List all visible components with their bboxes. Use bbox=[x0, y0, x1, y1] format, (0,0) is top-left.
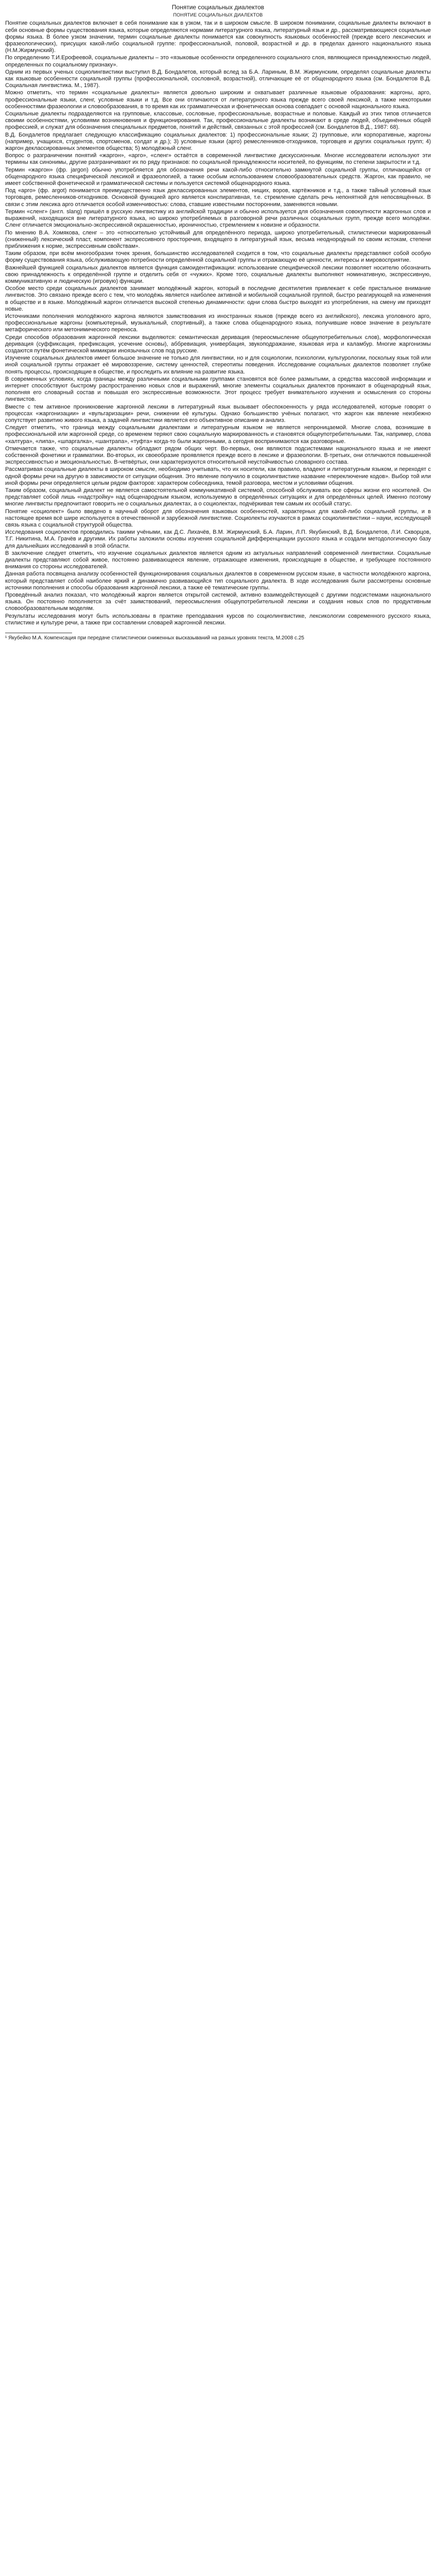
document bbox=[0, 0, 436, 649]
page-title: Понятие социальных диалектов bbox=[171, 4, 265, 11]
paragraph: Под «арго» (фр. argot) понимается преимущественно язык деклассированных элементов, нищих, воров, картёжников и т.д., а также тайный условный язык торговцев, ремесленников-отходников. Основной функцией арго является конспиративная, т.е. стремление сделать речь непонятной для непосвящённых. В связи с этим лексика арго отличается особой изменчивостью: слова, ставшие известными посторонним, заменяются новыми. bbox=[5, 188, 431, 208]
paragraph: Одним из первых ученых социолингвистики выступил В.Д. Бондалетов, который вслед за Б.А. Лариным, В.М. Жирмунским, определял социальные диалекты как языковые особенности социальной группы (профессиональной, сословной, возрастной), отличающие её от общенародного языка (см. Бондалетов В.Д. Социальная лингвистика. М., 1987). bbox=[5, 69, 431, 89]
paragraph: Вопрос о разграничении понятий «жаргон», «арго», «сленг» остаётся в современной лингвистике дискуссионным. Многие исследователи используют эти термины как синонимы, другие разграничивают их по ряду признаков: по социальной принадлежности носителей, по функциям, по степени закрытости и т.д. bbox=[5, 152, 431, 166]
paragraph: Особое место среди социальных диалектов занимает молодёжный жаргон, который в последние десятилетия привлекает к себе пристальное внимание лингвистов. Это связано прежде всего с тем, что молодёжь является наиболее активной и мобильной социальной группой, быстро реагирующей на изменения в обществе и в языке. Молодёжный жаргон отличается высокой степенью динамичности: одни слова быстро выходят из употребления, на смену им приходят новые. bbox=[5, 285, 431, 312]
paragraph: По мнению В.А. Хомякова, сленг – это «относительно устойчивый для определённого периода, широко употребительный, стилистически маркированный (сниженный) лексический пласт, компонент экспрессивного просторечия, входящего в литературный язык, весьма неоднородный по своим истокам, степени приближения к норме, экспрессивным свойствам». bbox=[5, 229, 431, 249]
paragraph: Вместе с тем активное проникновение жаргонной лексики в литературный язык вызывает обеспокоенность у ряда исследователей, которые говорят о процессах «жаргонизации» и «вульгаризации» речи, снижении её культуры. Однако большинство учёных полагают, что жаргон как явление неизбежно сопутствует развитию живого языка, а задачей лингвистики является его объективное описание и анализ. bbox=[5, 403, 431, 423]
paragraph: Среди способов образования жаргонной лексики выделяются: семантическая деривация (переосмысление общеупотребительных слов), морфологическая деривация (суффиксация, префиксация, усечение основы), аббревиация, универбация, звукоподражание, языковая игра и каламбур. Многие жаргонизмы создаются путём фонетической мимикрии иноязычных слов под русские. bbox=[5, 334, 431, 354]
paragraph: Термин «жаргон» (фр. jargon) обычно употребляется для обозначения речи какой-либо относительно замкнутой социальной группы, отличающейся от общенародного языка специфической лексикой и фразеологией, а также особым использованием словообразовательных средств. Жаргон, как правило, не имеет собственной фонетической и грамматической системы и пользуется системой общенародного языка. bbox=[5, 166, 431, 187]
paragraph: Изучение социальных диалектов имеет большое значение не только для лингвистики, но и для социологии, психологии, культурологии, поскольку язык той или иной социальной группы отражает её мировоззрение, систему ценностей, стереотипы поведения. Исследование социальных диалектов позволяет глубже понять процессы, происходящие в обществе, и проследить их влияние на развитие языка. bbox=[5, 355, 431, 375]
paragraph: Следует отметить, что граница между социальными диалектами и литературным языком не является непроницаемой. Многие слова, возникшие в профессиональной или жаргонной среде, со временем теряют свою социальную маркированность и становятся общеупотребительными. Так, например, слова «халтура», «липа», «шпаргалка», «шантрапа», «туфта» когда-то были жаргонными, а сегодня воспринимаются как разговорные. bbox=[5, 425, 431, 445]
paragraph: Таким образом, при всём многообразии точек зрения, большинство исследователей сходится в том, что социальные диалекты представляют собой особую форму существования языка, обслуживающую потребности определённой социальной группы и отражающую её ценности, интересы и мировосприятие. bbox=[5, 250, 431, 264]
paragraph: Данная работа посвящена анализу особенностей функционирования социальных диалектов в современном русском языке, в частности молодёжного жаргона, который представляет собой наиболее яркий и динамично развивающийся тип социального диалекта. В ходе исследования были рассмотрены основные источники пополнения и способы образования жаргонной лексики, а также её тематические группы. bbox=[5, 571, 431, 591]
paragraph: Важнейшей функцией социальных диалектов является функция самоидентификации: использование специфической лексики позволяет носителю обозначить свою принадлежность к определённой группе и отделить себя от «чужих». Кроме того, социальные диалекты выполняют номинативную, экспрессивную, коммуникативную и людическую (игровую) функции. bbox=[5, 264, 431, 284]
paragraph: Проведённый анализ показал, что молодёжный жаргон является открытой системой, активно взаимодействующей с другими подсистемами национального языка. Он постоянно пополняется за счёт заимствований, переосмысления общеупотребительной лексики и создания новых слов по продуктивным словообразовательным моделям. bbox=[5, 592, 431, 612]
paragraph: Понятие «социолект» было введено в научный оборот для обозначения языковых особенностей, характерных для какой-либо социальной группы, и в настоящее время всё шире используется в отечественной и зарубежной лингвистике. Социолекты изучаются в рамках социолингвистики – науки, исследующей связь языка с социальной структурой общества. bbox=[5, 508, 431, 529]
body-text bbox=[5, 20, 431, 626]
paragraph: В заключение следует отметить, что изучение социальных диалектов является одним из актуальных направлений современной лингвистики. Социальные диалекты представляют собой живое, постоянно развивающееся явление, отражающее изменения, происходящие в обществе, и требующее постоянного внимания со стороны исследователей. bbox=[5, 550, 431, 570]
paragraph: Исследования социолектов проводились такими учёными, как Д.С. Лихачёв, В.М. Жирмунский, Б.А. Ларин, Л.П. Якубинский, В.Д. Бондалетов, Л.И. Скворцов, Т.Г. Никитина, М.А. Грачёв и другими. Их работы заложили основы изучения социальной дифференциации русского языка и создали методологическую базу для дальнейших исследований в этой области. bbox=[5, 529, 431, 549]
page-subtitle: ПОНЯТИЕ СОЦИАЛЬНЫХ ДИАЛЕКТОВ bbox=[173, 12, 263, 18]
paragraph: В современных условиях, когда границы между различными социальными группами становятся всё более размытыми, а средства массовой информации и интернет способствуют быстрому распространению новых слов и выражений, многие элементы социальных диалектов проникают в общенародный язык, пополняя его словарный состав и повышая его экспрессивные возможности. Этот процесс требует внимательного изучения и осмысления со стороны лингвистов. bbox=[5, 376, 431, 403]
paragraph: Социальные диалекты подразделяются на групповые, классовые, сословные, профессиональные, возрастные и половые. Каждый из этих типов отличается своими особенностями, условиями возникновения и функционирования. Так, профессиональные диалекты возникают в среде людей, объединённых общей профессией, и служат для обозначения специальных предметов, понятий и действий, связанных с этой профессией (см. Бондалетов В.Д., 1987: 68). bbox=[5, 111, 431, 131]
paragraph: Отмечается также, что социальные диалекты обладают рядом общих черт. Во-первых, они являются подсистемами национального языка и не имеют собственной фонетики и грамматики. Во-вторых, их своеобразие проявляется прежде всего в лексике и фразеологии. В-третьих, они отличаются повышенной экспрессивностью и эмоциональностью. В-четвёртых, они характеризуются относительной неустойчивостью словарного состава. bbox=[5, 445, 431, 466]
paragraph: Источниками пополнения молодёжного жаргона являются заимствования из иностранных языков (прежде всего из английского), лексика уголовного арго, профессиональные жаргоны (компьютерный, музыкальный, спортивный), а также слова общенародного языка, получившие новое значение в результате метафорического или метонимического переноса. bbox=[5, 313, 431, 333]
paragraph: Термин «сленг» (англ. slang) пришёл в русскую лингвистику из английской традиции и обычно используется для обозначения совокупности жаргонных слов и выражений, находящихся вне литературного языка, но широко употребляемых в разговорной речи различных социальных групп, прежде всего молодёжи. Сленг отличается эмоционально-экспрессивной окрашенностью, ироничностью, стремлением к новизне и образности. bbox=[5, 208, 431, 229]
paragraph: Результаты исследования могут быть использованы в практике преподавания курсов по социолингвистике, лексикологии современного русского языка, стилистике и культуре речи, а также при составлении словарей жаргонной лексики. bbox=[5, 613, 431, 626]
paragraph: Понятие социальных диалектов включает в себя понимание как в узком, так и в широком смысле. В широком понимании, социальные диалекты включают в себя основные формы существования языка, которые определяются нормами литературного языка, литературный язык и др., рассматривающиеся социальные формы языка. В более узком значении, термин социальные диалекты понимается как совокупность языковых особенностей (прежде всего лексических и фразеологических), присущих какой-либо социальной группе: профессиональной, половой, возрастной и др. в пределах данного национального языка (Н.М.Жирмунский). bbox=[5, 20, 431, 54]
paragraph: В.Д. Бондалетов предлагает следующую классификацию социальных диалектов: 1) профессиональные языки; 2) групповые, или корпоративные, жаргоны (например, учащихся, студентов, спортсменов, солдат и др.); 3) условные языки (арго) ремесленников-отходников, торговцев и других социальных групп; 4) жаргон деклассированных элементов общества; 5) молодёжный сленг. bbox=[5, 131, 431, 152]
paragraph: Таким образом, социальный диалект не является самостоятельной коммуникативной системой, способной обслуживать все сферы жизни его носителей. Он представляет собой лишь «надстройку» над общенародным языком, используемую в определённых ситуациях и для определённых целей. Именно поэтому многие лингвисты предпочитают говорить не о социальных диалектах, а о социолектах, подчёркивая тем самым их особый статус. bbox=[5, 487, 431, 507]
footnote: ¹ Якубейко М.А. Компенсация при передаче стилистически сниженных высказываний на разных уровнях текста, М.2008 с.25 bbox=[5, 635, 304, 641]
paragraph: Рассматривая социальные диалекты в широком смысле, необходимо учитывать, что их носители, как правило, владеют и литературным языком, и переходят с одной формы речи на другую в зависимости от ситуации общения. Это явление получило в социолингвистике название «переключение кодов». Выбор той или иной формы речи определяется целым рядом факторов: характером собеседника, темой разговора, местом и условиями общения. bbox=[5, 466, 431, 486]
paragraph: Можно отметить, что термин «социальные диалекты» является довольно широким и охватывает различные языковые образования: жаргоны, арго, профессиональные языки, сленг, условные языки и т.д. Все они отличаются от литературного языка прежде всего своей лексикой, а также некоторыми особенностями фразеологии и словообразования, в то время как их грамматическая и фонетическая основа совпадает с основой национального языка. bbox=[5, 90, 431, 110]
paragraph: По определению Т.И.Ерофеевой, социальные диалекты – это «языковые особенности определенного социального слоя, являющиеся принадлежностью людей, определенных по социальному признаку». bbox=[5, 55, 431, 68]
